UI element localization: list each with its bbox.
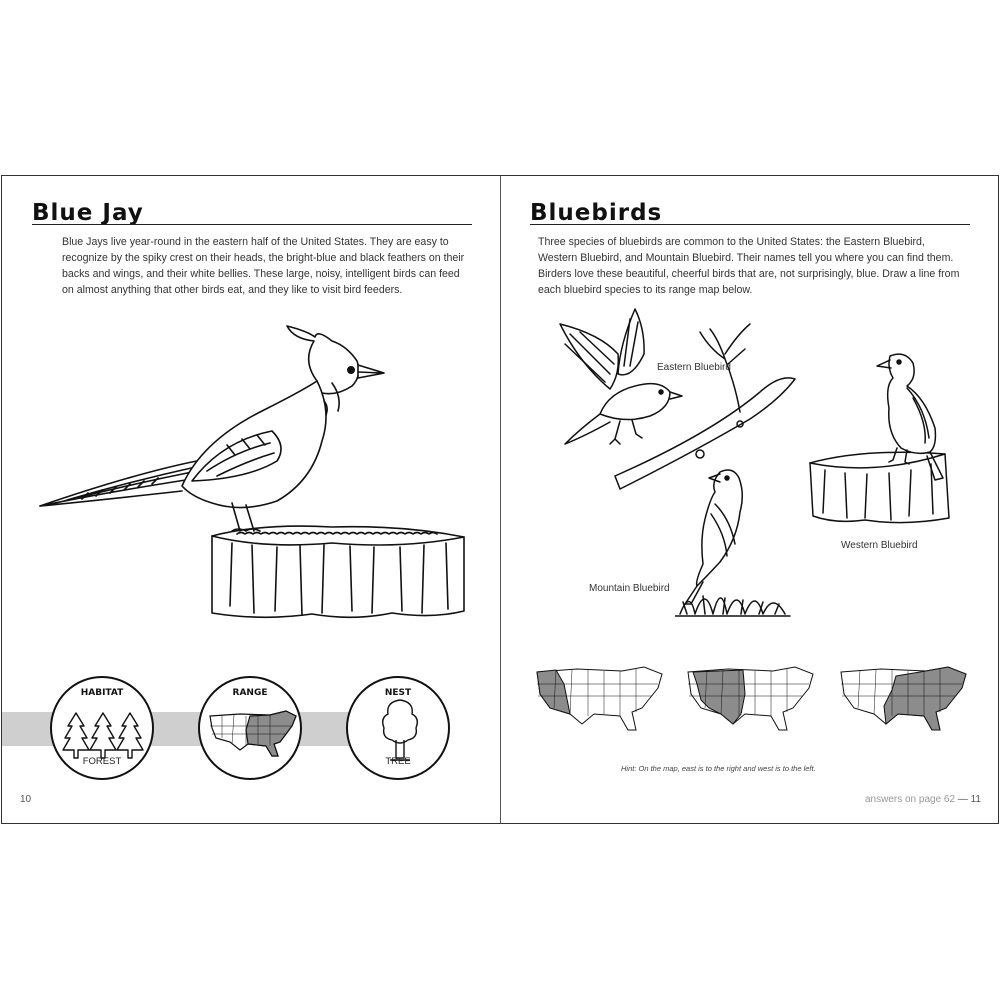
eastern-bluebird-label: Eastern Bluebird bbox=[657, 362, 731, 373]
habitat-badge bbox=[50, 676, 154, 780]
page-footer bbox=[865, 794, 981, 805]
nest-title: NEST bbox=[384, 688, 412, 698]
western-bluebird-illustration bbox=[805, 328, 965, 528]
habitat-label: FOREST bbox=[82, 756, 122, 767]
intro-text: Three species of bluebirds are common to the United States: the Eastern Bluebird, Western Bluebird, and Mountain Bluebird. Their names tell you where you can find them. Birders love these beautiful, cheerful birds that are, not surprisingly, blue. Draw a line from each bluebird species to its range map below. bbox=[538, 236, 960, 296]
mountain-bluebird-illustration bbox=[675, 464, 795, 624]
nest-badge bbox=[346, 676, 450, 780]
page-title: Blue Jay bbox=[32, 200, 144, 226]
answers-note: answers on page 62 bbox=[864, 794, 956, 805]
footer-separator: — bbox=[957, 794, 968, 805]
page-number: 10 bbox=[20, 794, 32, 805]
page-title: Bluebirds bbox=[530, 200, 663, 226]
range-title: RANGE bbox=[232, 688, 268, 698]
left-page bbox=[2, 176, 501, 823]
western-bluebird-label: Western Bluebird bbox=[841, 540, 918, 551]
us-range-map-icon bbox=[200, 678, 304, 782]
title-rule bbox=[530, 224, 970, 225]
right-page bbox=[500, 176, 999, 823]
range-map-2[interactable] bbox=[683, 664, 818, 744]
title-rule bbox=[32, 224, 472, 225]
book-spread bbox=[1, 175, 999, 824]
hint-text: Hint: On the map, east is to the right and west is to the left. bbox=[621, 764, 816, 773]
range-badge bbox=[198, 676, 302, 780]
blue-jay-illustration bbox=[32, 321, 472, 626]
range-map-1[interactable] bbox=[532, 664, 667, 744]
nest-label: TREE bbox=[385, 756, 411, 767]
mountain-bluebird-label: Mountain Bluebird bbox=[589, 583, 670, 594]
page-number: 11 bbox=[970, 794, 981, 805]
habitat-title: HABITAT bbox=[80, 688, 124, 698]
range-map-3[interactable] bbox=[836, 664, 971, 744]
intro-text: Blue Jays live year-round in the eastern half of the United States. They are easy to recognize by the spiky crest on their heads, the bright-blue and black feathers on their backs and wings, and their white bellies. These large, noisy, intelligent birds can feed on almost anything that other birds eat, and they like to visit bird feeders. bbox=[62, 236, 465, 296]
